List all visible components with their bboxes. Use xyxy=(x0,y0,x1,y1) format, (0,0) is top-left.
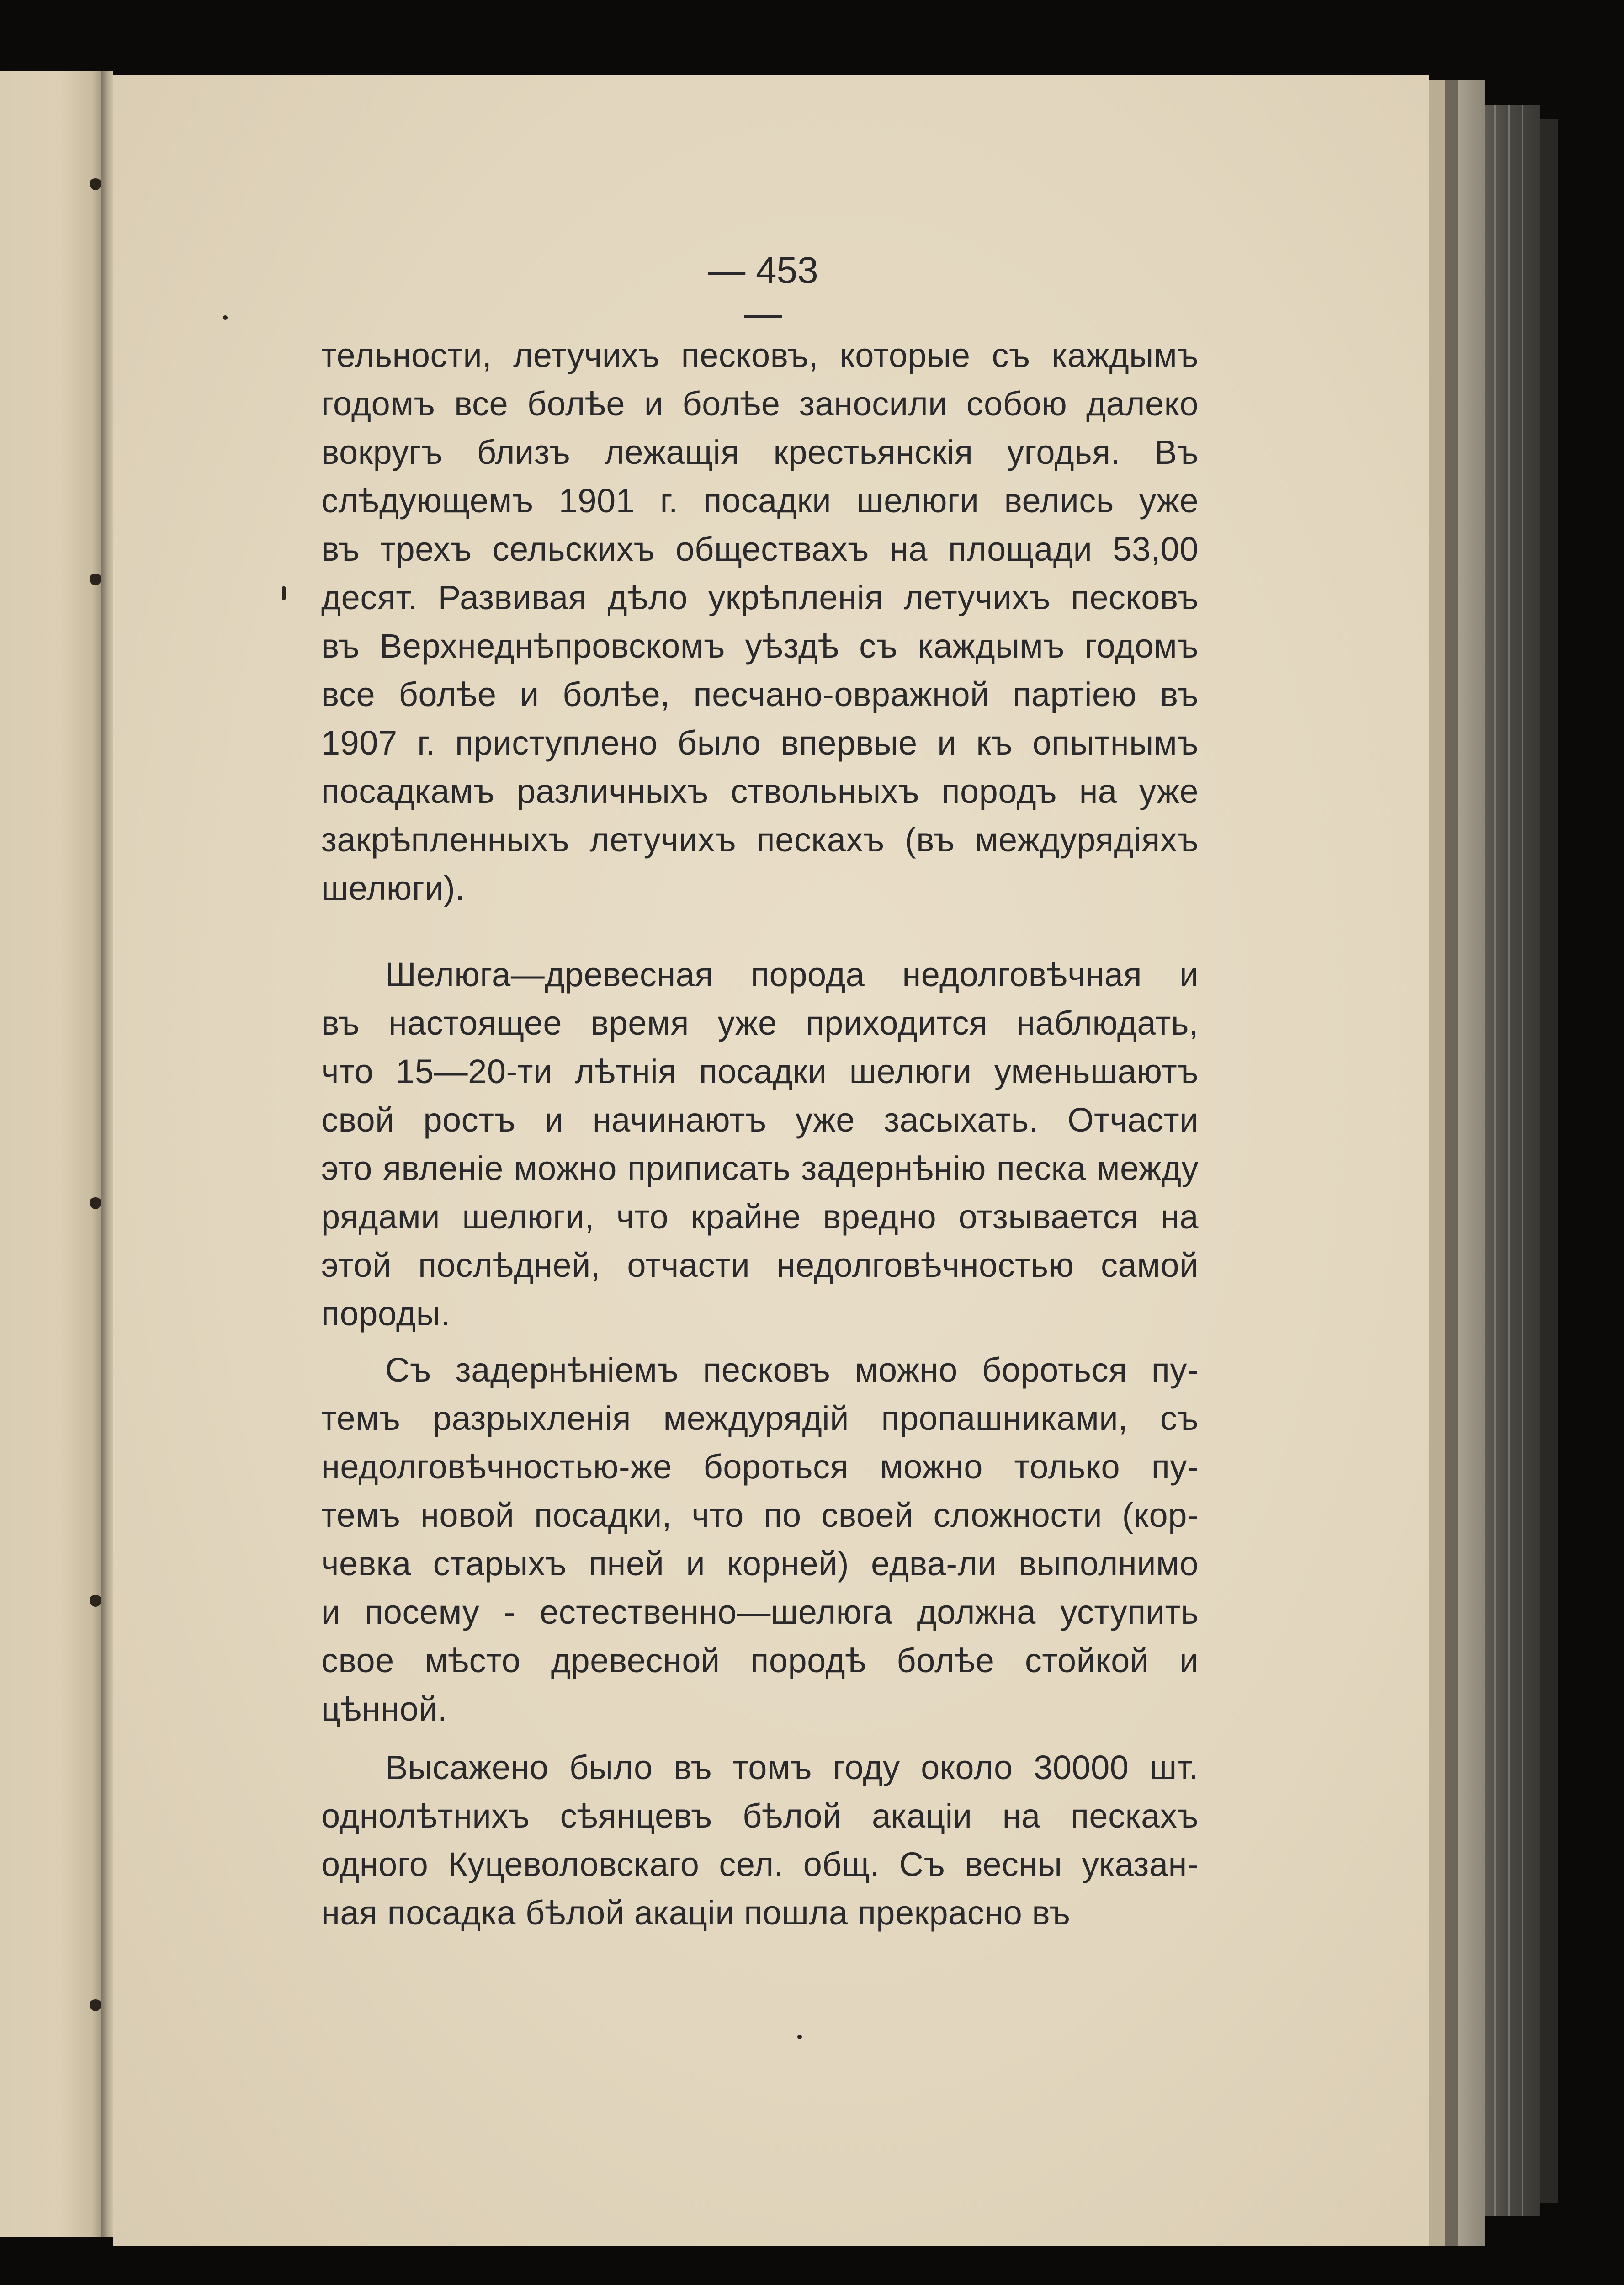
page-number: — 453 — xyxy=(708,250,818,334)
paragraph-4 xyxy=(321,1743,1199,1937)
text-line: въ настоящее время уже приходится наблюдать, xyxy=(321,1004,1199,1042)
paragraph-3 xyxy=(321,1346,1199,1733)
paper-speck xyxy=(282,586,286,600)
text-line: однолѣтнихъ сѣянцевъ бѣлой акаціи на пескахъ xyxy=(321,1797,1199,1835)
text-line: Шелюга—древесная порода недолговѣчная и xyxy=(385,956,1199,994)
text-line: Высажено было въ томъ году около 30000 шт. xyxy=(385,1748,1199,1786)
page-stack-edge xyxy=(1458,80,1485,2246)
text-line: закрѣпленныхъ летучихъ пескахъ (въ междурядіяхъ xyxy=(321,821,1199,859)
text-line: темъ разрыхленія междурядій пропашниками, съ xyxy=(321,1399,1199,1437)
text-line: цѣнной. xyxy=(321,1690,448,1728)
text-line: въ Верхнеднѣпровскомъ уѣздѣ съ каждымъ годомъ xyxy=(321,627,1199,665)
text-line: породы. xyxy=(321,1295,451,1333)
paragraph-2 xyxy=(321,951,1199,1338)
book-cover-edge xyxy=(1485,105,1540,2216)
text-line: десят. Развивая дѣло укрѣпленія летучихъ песковъ xyxy=(321,579,1199,616)
text-line: слѣдующемъ 1901 г. посадки шелюги велись уже xyxy=(321,482,1199,520)
text-line: шелюги). xyxy=(321,869,465,907)
text-line: этой послѣдней, отчасти недолговѣчностью самой xyxy=(321,1246,1199,1284)
paper-speck xyxy=(797,2035,802,2039)
previous-page-edge xyxy=(0,71,108,2237)
page-stack-line xyxy=(1494,105,1496,2216)
text-line: недолговѣчностью-же бороться можно только пу- xyxy=(321,1448,1199,1486)
text-line: это явленіе можно приписать задернѣнію песка между xyxy=(321,1149,1199,1187)
text-line: ная посадка бѣлой акаціи пошла прекрасно въ xyxy=(321,1894,1071,1932)
text-line: свой ростъ и начинаютъ уже засыхать. Отчасти xyxy=(321,1101,1199,1139)
text-line: чевка старыхъ пней и корней) едва-ли выполнимо xyxy=(321,1545,1199,1583)
page-stack-edge xyxy=(1429,80,1445,2246)
text-line: что 15—20-ти лѣтнія посадки шелюги уменьшаютъ xyxy=(321,1052,1199,1090)
paragraph-1 xyxy=(321,331,1199,913)
text-line: вокругъ близъ лежащія крестьянскія угодья. Въ xyxy=(321,433,1199,471)
book-cover-edge xyxy=(1540,119,1558,2203)
text-line: и посему - естественно—шелюга должна уступить xyxy=(321,1593,1199,1631)
text-line: въ трехъ сельскихъ обществахъ на площади 53,00 xyxy=(321,530,1199,568)
text-line: Съ задернѣніемъ песковъ можно бороться пу- xyxy=(385,1351,1199,1389)
text-line: темъ новой посадки, что по своей сложности (кор- xyxy=(321,1496,1199,1534)
page-stack-edge xyxy=(1445,80,1458,2246)
text-line: тельности, летучихъ песковъ, которые съ каждымъ xyxy=(321,336,1199,374)
page-stack-line xyxy=(1522,105,1523,2216)
page-stack-line xyxy=(1508,105,1510,2216)
book-gutter xyxy=(101,71,113,2237)
text-line: посадкамъ различныхъ ствольныхъ породъ на уже xyxy=(321,772,1199,810)
paper-speck xyxy=(223,315,228,320)
text-line: свое мѣсто древесной породѣ болѣе стойкой и xyxy=(321,1642,1199,1679)
text-line: 1907 г. приступлено было впервые и къ опытнымъ xyxy=(321,724,1199,762)
text-line: годомъ все болѣе и болѣе заносили собою далеко xyxy=(321,385,1199,423)
text-line: все болѣе и болѣе, песчано-овражной партіею въ xyxy=(321,675,1199,713)
text-line: одного Куцеволовскаго сел. общ. Съ весны указан- xyxy=(321,1845,1199,1883)
text-line: рядами шелюги, что крайне вредно отзывается на xyxy=(321,1198,1199,1236)
